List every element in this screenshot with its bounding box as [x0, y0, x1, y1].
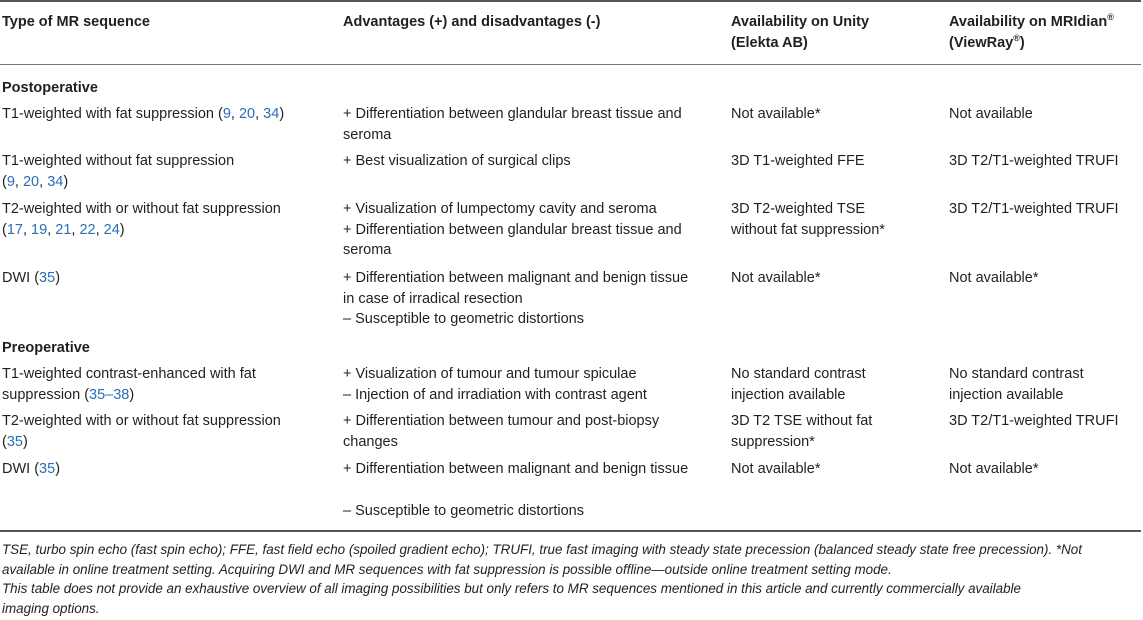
- header-unity-line2: (Elekta AB): [731, 34, 808, 51]
- row5-unity-line1: No standard contrast: [731, 366, 866, 382]
- ref-link[interactable]: 35: [6, 433, 23, 450]
- row7-disadvantage: – Susceptible to geometric distortions: [343, 503, 584, 519]
- row5-mridian-line2: injection available: [949, 386, 1064, 403]
- row3-unity: [731, 199, 936, 240]
- advantage-line: + Visualization of lumpectomy cavity and seroma: [343, 201, 657, 217]
- ref-link[interactable]: 34: [47, 173, 64, 190]
- row4-type-close: ): [55, 270, 61, 286]
- ref-link[interactable]: 35: [39, 270, 56, 286]
- row7-type: [2, 459, 332, 480]
- row6-type: [2, 411, 332, 452]
- footnote-line: TSE, turbo spin echo (fast spin echo); FFE, fast field echo (spoiled gradient echo); TRUFI, true fast imaging with steady state precession (balanced steady state free precession). *Not: [2, 542, 1082, 557]
- advantage-line: + Differentiation between malignant and benign tissue: [343, 270, 689, 286]
- header-mridian-text: Availability on MRIdian: [949, 14, 1108, 30]
- advantage-line: + Differentiation between glandular breast tissue and: [343, 221, 682, 238]
- header-advantages: Advantages (+) and disadvantages (-): [343, 14, 601, 30]
- row4-advantages: [343, 268, 718, 330]
- row4-type: [2, 268, 332, 289]
- row6-advantages: [343, 411, 718, 452]
- footnote-line: imaging options.: [2, 600, 100, 616]
- row5-type-text2: suppression (: [2, 386, 90, 403]
- row6-refs: (35): [2, 433, 28, 450]
- footnote-line: available in online treatment setting. Acquiring DWI and MR sequences with fat suppression is possible offline—outside online treatment setting mode.: [2, 561, 892, 577]
- advantage-line: in case of irradical resection: [343, 290, 523, 307]
- section-preoperative: Preoperative: [2, 340, 90, 356]
- row1-unity: Not available*: [731, 106, 821, 122]
- row1-mridian: Not available: [949, 106, 1033, 122]
- row2-type: [2, 151, 332, 192]
- row5-type: [2, 364, 332, 405]
- row1-type-text: T1-weighted with fat suppression (: [2, 106, 223, 122]
- ref-link[interactable]: 35–38: [89, 386, 130, 403]
- row6-unity-line2: suppression*: [731, 433, 815, 450]
- row7-advantage: + Differentiation between malignant and benign tissue: [343, 461, 689, 477]
- row3-refs: (17, 19, 21, 22, 24): [2, 221, 125, 238]
- row3-unity-line2: without fat suppression*: [731, 221, 885, 238]
- bottom-rule: [0, 530, 1141, 532]
- advantage-line: changes: [343, 433, 398, 450]
- advantage-line: seroma: [343, 126, 392, 143]
- row6-mridian: 3D T2/T1-weighted TRUFI: [949, 413, 1119, 429]
- header-rule: [0, 64, 1141, 65]
- header-unity: [731, 12, 936, 53]
- row5-unity-line2: injection available: [731, 386, 846, 403]
- row7-type-text: DWI (: [2, 461, 40, 477]
- ref-link[interactable]: 9: [6, 173, 15, 190]
- ref-link[interactable]: 21: [55, 221, 72, 238]
- row4-type-text: DWI (: [2, 270, 40, 286]
- advantage-line: + Differentiation between tumour and post-biopsy: [343, 413, 660, 429]
- row2-mridian: 3D T2/T1-weighted TRUFI: [949, 153, 1119, 169]
- row5-unity: [731, 364, 936, 405]
- advantage-line: + Visualization of tumour and tumour spiculae: [343, 366, 637, 382]
- row3-unity-line1: 3D T2-weighted TSE: [731, 201, 866, 217]
- row5-type-line2: [2, 385, 332, 406]
- row2-unity: 3D T1-weighted FFE: [731, 153, 865, 169]
- advantage-line: + Differentiation between glandular breast tissue and: [343, 106, 682, 122]
- row6-unity-line1: 3D T2 TSE without fat: [731, 413, 873, 429]
- ref-link[interactable]: 19: [31, 221, 48, 238]
- row1-type-close: ): [279, 106, 285, 122]
- registered-mark: ®: [1013, 32, 1020, 43]
- row1-type: T1-weighted with fat suppression (9, 20, 34): [2, 106, 285, 122]
- registered-mark: ®: [1107, 12, 1114, 22]
- ref-link[interactable]: 20: [238, 106, 256, 122]
- ref-link[interactable]: 17: [6, 221, 23, 238]
- ref-link[interactable]: 34: [263, 106, 280, 122]
- top-rule: [0, 0, 1141, 2]
- row3-type: [2, 199, 332, 240]
- header-mridian-line1: [949, 12, 1141, 33]
- row7-unity: Not available*: [731, 461, 821, 477]
- row3-mridian: 3D T2/T1-weighted TRUFI: [949, 201, 1119, 217]
- ref-link[interactable]: 20: [22, 173, 40, 190]
- row5-mridian: [949, 364, 1141, 405]
- ref-link[interactable]: 22: [79, 221, 96, 238]
- section-postoperative: Postoperative: [2, 80, 98, 96]
- ref-link[interactable]: 24: [103, 221, 120, 238]
- header-mridian: [949, 12, 1141, 53]
- row4-mridian: Not available*: [949, 270, 1039, 286]
- row7-type-close: ): [55, 461, 61, 477]
- row5-advantages: [343, 364, 718, 405]
- row5-mridian-line1: No standard contrast: [949, 366, 1084, 382]
- ref-link[interactable]: 9: [222, 106, 231, 122]
- row3-type-text: T2-weighted with or without fat suppression: [2, 201, 281, 217]
- header-unity-line1: Availability on Unity: [731, 14, 870, 30]
- footnote-line: This table does not provide an exhaustive overview of all imaging possibilities but only refers to MR sequences mentioned in this article and currently commercially available: [2, 581, 1021, 596]
- row5-type-close: ): [129, 386, 135, 403]
- row6-unity: [731, 411, 936, 452]
- row3-advantages: [343, 199, 718, 261]
- row2-refs: (9, 20, 34): [2, 173, 69, 190]
- row1-advantages: [343, 104, 718, 145]
- header-mridian-line2: [949, 33, 1141, 54]
- header-viewray-text: (ViewRay: [949, 34, 1014, 51]
- header-type: Type of MR sequence: [2, 14, 150, 30]
- row5-type-text: T1-weighted contrast-enhanced with fat: [2, 366, 256, 382]
- row2-advantages: + Best visualization of surgical clips: [343, 153, 571, 169]
- row2-type-text: T1-weighted without fat suppression: [2, 153, 235, 169]
- row6-type-text: T2-weighted with or without fat suppression: [2, 413, 281, 429]
- disadvantage-line: – Injection of and irradiation with contrast agent: [343, 386, 647, 403]
- header-viewray-close: ): [1019, 34, 1025, 51]
- row4-unity: Not available*: [731, 270, 821, 286]
- disadvantage-line: – Susceptible to geometric distortions: [343, 311, 584, 327]
- advantage-line: seroma: [343, 242, 392, 258]
- row7-mridian: Not available*: [949, 461, 1039, 477]
- footnote: [2, 540, 1140, 618]
- ref-link[interactable]: 35: [39, 461, 56, 477]
